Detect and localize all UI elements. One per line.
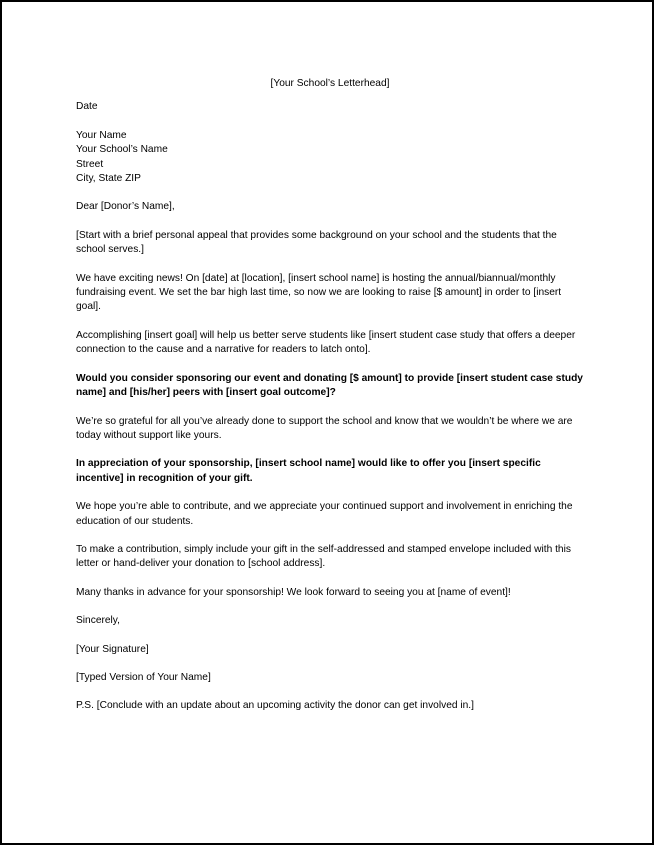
sender-city: City, State ZIP [76,173,141,185]
sender-street: Street [76,158,104,170]
paragraph-hope: We hope you’re able to contribute, and we appreciate your continued support and involvement in enriching the education of our students. [76,501,573,527]
typed-name: [Typed Version of Your Name] [76,671,211,683]
paragraph-goal: Accomplishing [insert goal] will help us better serve students like [insert student case study that offers a deeper connection to the cause and a narrative for readers to latch onto]. [76,329,576,356]
paragraph-gratitude: We’re so grateful for all you’ve already done to support the school and know that we wouldn’t be where we are today without support like yours. [76,415,573,441]
letter-body [76,77,584,728]
postscript: P.S. [Conclude with an update about an upcoming activity the donor can get involved in.] [76,700,474,712]
paragraph-news: We have exciting news! On [date] at [location], [insert school name] is hosting the annual/biannual/monthly fundraising event. We set the bar high last time, so now we are looking to raise [$ amount] in order to [insert goal]. [76,272,562,313]
closing: Sincerely, [76,615,120,627]
sender-address [76,129,584,187]
paragraph-incentive: In appreciation of your sponsorship, [insert school name] would like to offer you [insert specific incentive] in recognition of your gift. [76,458,541,484]
signature: [Your Signature] [76,643,149,655]
paragraph-thanks: Many thanks in advance for your sponsorship! We look forward to seeing you at [name of event]! [76,586,511,598]
salutation: Dear [Donor’s Name], [76,201,175,213]
paragraph-contribution: To make a contribution, simply include your gift in the self-addressed and stamped envelope included with this letter or hand-deliver your donation to [school address]. [76,543,571,570]
paragraph-ask: Would you consider sponsoring our event and donating [$ amount] to provide [insert student case study name] and [his/her] peers with [insert goal outcome]? [76,372,583,399]
sender-name: Your Name [76,129,127,141]
sender-school: Your School’s Name [76,144,168,156]
letterhead: [Your School’s Letterhead] [270,78,390,89]
date-line: Date [76,101,98,113]
paragraph-intro: [Start with a brief personal appeal that provides some background on your school and the students that the school serves.] [76,229,557,256]
